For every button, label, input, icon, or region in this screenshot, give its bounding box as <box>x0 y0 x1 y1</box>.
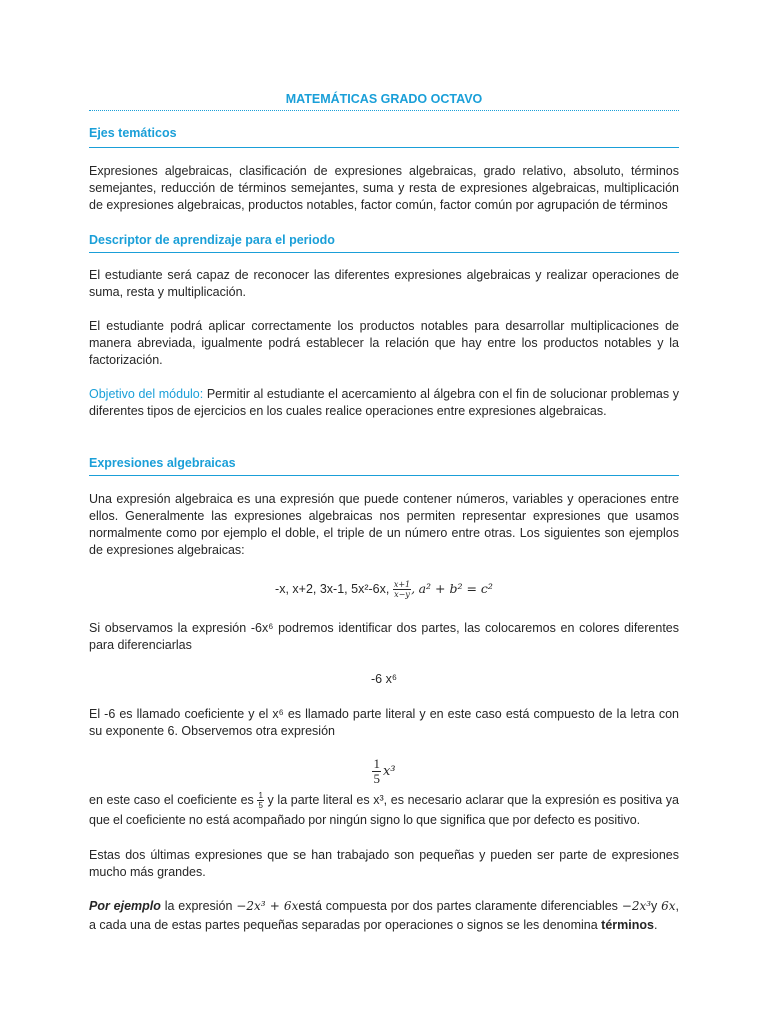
second-expression-literal: x³ <box>382 763 396 779</box>
examples-fraction <box>393 580 411 599</box>
second-expression-denominator: 5 <box>373 771 380 787</box>
remark-paragraph: Estas dos últimas expresiones que se han trabajado son pequeñas y pueden ser parte de expresiones mucho más grandes. <box>89 847 679 879</box>
objective-text: Permitir al estudiante el acercamiento al álgebra con el fin de solucionar problemas y diferentes tipos de ejercicios en los cuales realice operaciones entre expresiones algebraicas. <box>89 386 679 418</box>
examples-list: -x, x+2, 3x-1, 5x²-6x, <box>275 582 390 596</box>
second-expression-numerator: 1 <box>373 756 380 772</box>
observation-paragraph: Si observamos la expresión -6x⁶ podremos identificar dos partes, las colocaremos en colores diferentes para diferenciarlas <box>89 620 679 652</box>
example-keyword: términos <box>601 917 654 932</box>
section-divider-expresiones <box>89 475 679 476</box>
first-expression-literal: x⁶ <box>385 671 397 686</box>
section-heading-expresiones: Expresiones algebraicas <box>89 455 236 470</box>
first-expression-coefficient: -6 <box>370 671 383 686</box>
example-text-1: la expresión <box>164 898 233 913</box>
objective-label: Objetivo del módulo: <box>89 386 204 401</box>
section-heading-descriptor: Descriptor de aprendizaje para el periodo <box>89 232 335 247</box>
section-divider-descriptor <box>89 252 679 253</box>
example-paragraph <box>89 897 679 935</box>
example-text-3: y <box>651 898 658 913</box>
example-expression: −2x³ + 6x <box>236 898 299 913</box>
coefficient-fraction-numerator: 1 <box>258 791 263 801</box>
section-heading-ejes-tematicos: Ejes temáticos <box>89 125 177 140</box>
coefficient-fraction <box>257 791 263 810</box>
examples-fraction-numerator: x+1 <box>393 580 411 590</box>
first-expression <box>89 671 679 688</box>
examples-separator: , <box>411 581 416 596</box>
document-title: MATEMÁTICAS GRADO OCTAVO <box>285 92 483 106</box>
example-text-4: , a cada una de estas partes pequeñas separadas por operaciones o signos se les denomina <box>89 898 680 932</box>
objective-paragraph <box>89 386 679 420</box>
descriptor-paragraph-2: El estudiante podrá aplicar correctamente los productos notables para desarrollar multiplicaciones de manera abreviada, igualmente podrá establecer la relación que hay entre los productos notables y la factorización. <box>89 318 679 367</box>
examples-line <box>89 577 679 601</box>
first-explanation-paragraph: El -6 es llamado coeficiente y el x⁶ es llamado parte literal y en este caso está compuesto de la letra con su exponente 6. Observemos otra expresión <box>89 706 679 738</box>
ejes-tematicos-paragraph: Expresiones algebraicas, clasificación de expresiones algebraicas, grado relativo, absoluto, términos semejantes, reducción de términos semejantes, suma y resta de expresiones algebraicas, multiplicación de expresiones algebraicas, productos notables, factor común, factor común por agrupación de términos <box>89 163 679 212</box>
examples-equation: a² + b² = c² <box>418 581 493 596</box>
second-explanation-paragraph <box>89 790 679 830</box>
title-divider <box>89 110 679 111</box>
example-term-2: 6x <box>661 898 676 913</box>
example-text-2: está compuesta por dos partes claramente diferenciables <box>298 898 618 913</box>
coefficient-fraction-denominator: 5 <box>258 801 263 811</box>
expresiones-intro-paragraph: Una expresión algebraica es una expresión que puede contener números, variables y operaciones entre ellos. Generalmente las expresiones algebraicas nos permiten representar expresiones que usamos normalmente como por ejemplo el doble, el triple de un número entre otras. Los siguientes son ejemplos de expresiones algebraicas: <box>89 491 679 557</box>
descriptor-paragraph-1: El estudiante será capaz de reconocer las diferentes expresiones algebraicas y realizar operaciones de suma, resta y multiplicación. <box>89 267 679 299</box>
example-term-1: −2x³ <box>621 898 652 913</box>
second-expression-fraction <box>372 757 381 786</box>
example-lead: Por ejemplo <box>89 898 161 913</box>
section-divider-ejes-tematicos <box>89 147 679 148</box>
example-text-5: . <box>653 917 658 932</box>
second-expression <box>89 756 679 787</box>
second-explanation-before: en este caso el coeficiente es <box>89 793 254 807</box>
second-explanation-after: y la parte literal es x³, es necesario aclarar que la expresión es positiva ya que el coeficiente no está acompañado por ningún signo lo que significa que por defecto es positivo. <box>89 793 679 828</box>
examples-fraction-denominator: x−y <box>394 590 410 600</box>
